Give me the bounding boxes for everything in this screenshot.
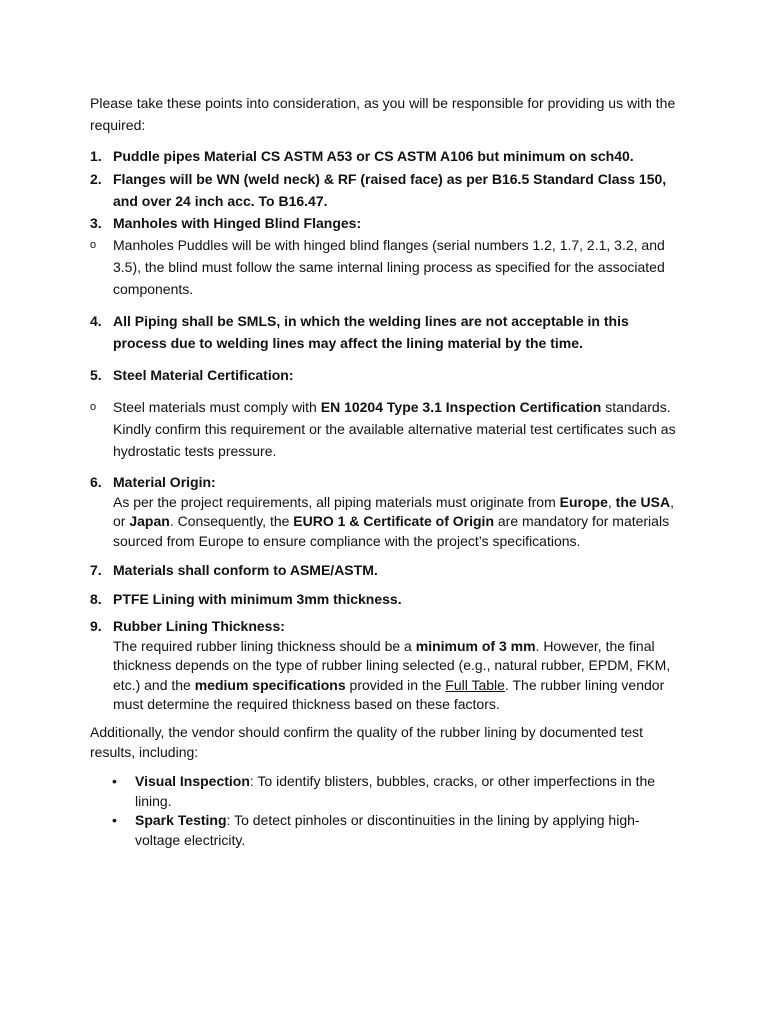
- sub-item-5: [90, 396, 682, 462]
- circle-bullet-icon: o: [90, 239, 97, 251]
- item-number: 2.: [90, 171, 102, 187]
- list-item-4: [90, 310, 682, 354]
- list-item-6: [90, 473, 682, 551]
- item-text: All Piping shall be SMLS, in which the welding lines are not acceptable in this process due to welding lines may affect the lining material by the time.: [113, 313, 629, 351]
- list-item-1: [90, 145, 682, 167]
- full-table-link[interactable]: Full Table: [445, 676, 505, 693]
- item-number: 5.: [90, 367, 102, 383]
- item-title: Material Origin:: [113, 474, 216, 490]
- sub-item-text: Manholes Puddles will be with hinged blind flanges (serial numbers 1.2, 1.7, 2.1, 3.2, and 3.5), the blind must follow the same internal lining process as specified for the associated components.: [113, 237, 665, 297]
- bullet-icon: •: [112, 773, 117, 789]
- bullet-icon: •: [112, 812, 117, 828]
- item-title: Rubber Lining Thickness:: [113, 618, 285, 634]
- item-number: 9.: [90, 618, 102, 634]
- item-title: Manholes with Hinged Blind Flanges:: [113, 215, 362, 231]
- sub-item-text: Steel materials must comply with EN 10204 Type 3.1 Inspection Certification standards. Kindly confirm this requirement or the available alternative material test certificates such as hydrostatic tests pressure.: [113, 399, 676, 459]
- item-number: 3.: [90, 215, 102, 231]
- certification-term: EN 10204 Type 3.1 Inspection Certification: [320, 399, 602, 415]
- list-item-2: [90, 168, 682, 212]
- bullet-text: Spark Testing: To detect pinholes or discontinuities in the lining by applying high-voltage electricity.: [135, 812, 640, 848]
- sub-item-3: [90, 234, 682, 300]
- item-text: Materials shall conform to ASME/ASTM.: [113, 562, 378, 578]
- item-title: Steel Material Certification:: [113, 367, 294, 383]
- item-body: As per the project requirements, all piping materials must originate from Europe, the USA, or Japan. Consequently, the EURO 1 & Certificate of Origin are mandatory for materials sourced from Europe to ensure compliance with the project’s specifications.: [113, 493, 674, 549]
- item-number: 8.: [90, 591, 102, 607]
- bullet-item-visual-inspection: [112, 772, 660, 811]
- item-number: 4.: [90, 313, 102, 329]
- list-item-3: [90, 212, 682, 234]
- list-item-9: [90, 617, 682, 715]
- list-item-5: [90, 364, 682, 386]
- list-item-8: [90, 588, 682, 610]
- bullet-text: Visual Inspection: To identify blisters, bubbles, cracks, or other imperfections in the lining.: [135, 773, 656, 809]
- item-number: 6.: [90, 474, 102, 490]
- item-text: Flanges will be WN (weld neck) & RF (raised face) as per B16.5 Standard Class 150, and over 24 inch acc. To B16.47.: [113, 171, 667, 209]
- item-number: 1.: [90, 148, 102, 164]
- item-number: 7.: [90, 562, 102, 578]
- circle-bullet-icon: o: [90, 401, 97, 413]
- item-body: The required rubber lining thickness should be a minimum of 3 mm. However, the final thickness depends on the type of rubber lining selected (e.g., natural rubber, EPDM, FKM, etc.) and the medium specifications provided in the Full Table. The rubber lining vendor must determine the required thickness based on these factors.: [113, 637, 671, 712]
- intro-paragraph: Please take these points into consideration, as you will be responsible for providing us with the required:: [90, 95, 676, 133]
- item-text: Puddle pipes Material CS ASTM A53 or CS ASTM A106 but minimum on sch40.: [113, 148, 634, 164]
- list-item-7: [90, 559, 682, 581]
- bullet-item-spark-testing: [112, 811, 660, 850]
- item-text: PTFE Lining with minimum 3mm thickness.: [113, 591, 402, 607]
- additional-paragraph: Additionally, the vendor should confirm the quality of the rubber lining by documented test results, including:: [90, 724, 644, 760]
